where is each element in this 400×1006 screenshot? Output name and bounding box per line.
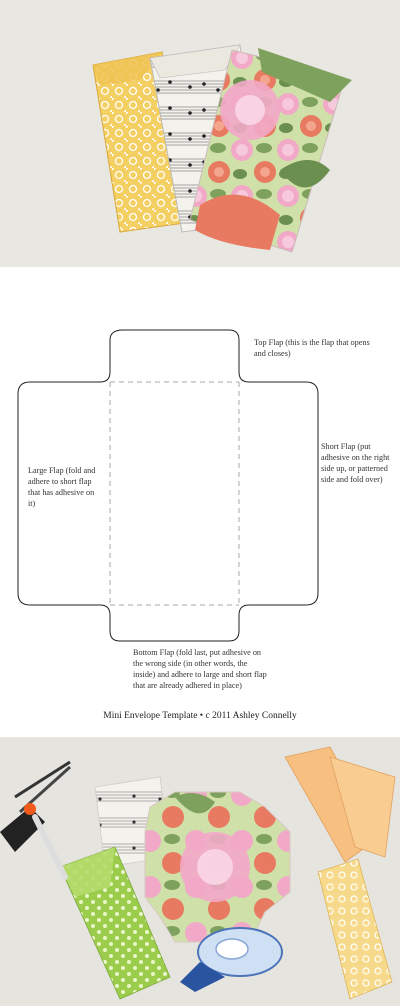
bottom-photo: [0, 737, 400, 1006]
large-flap-label: Large Flap (fold and adhere to short flap that has adhesive on it): [28, 466, 96, 508]
top-photo: [0, 0, 400, 267]
short-flap-label: Short Flap (put adhesive on the right side up, or patterned side and fold over): [321, 442, 390, 484]
template-caption: Mini Envelope Template • c 2011 Ashley Connelly: [103, 711, 297, 721]
bottom-flap-label: Bottom Flap (fold last, put adhesive on the wrong side (in other words, the inside) and adhere to large and short flap that are already adhered in place): [133, 648, 267, 690]
top-flap-label: Top Flap (this is the flap that opens and closes): [254, 338, 370, 358]
envelope-template: [0, 267, 400, 737]
